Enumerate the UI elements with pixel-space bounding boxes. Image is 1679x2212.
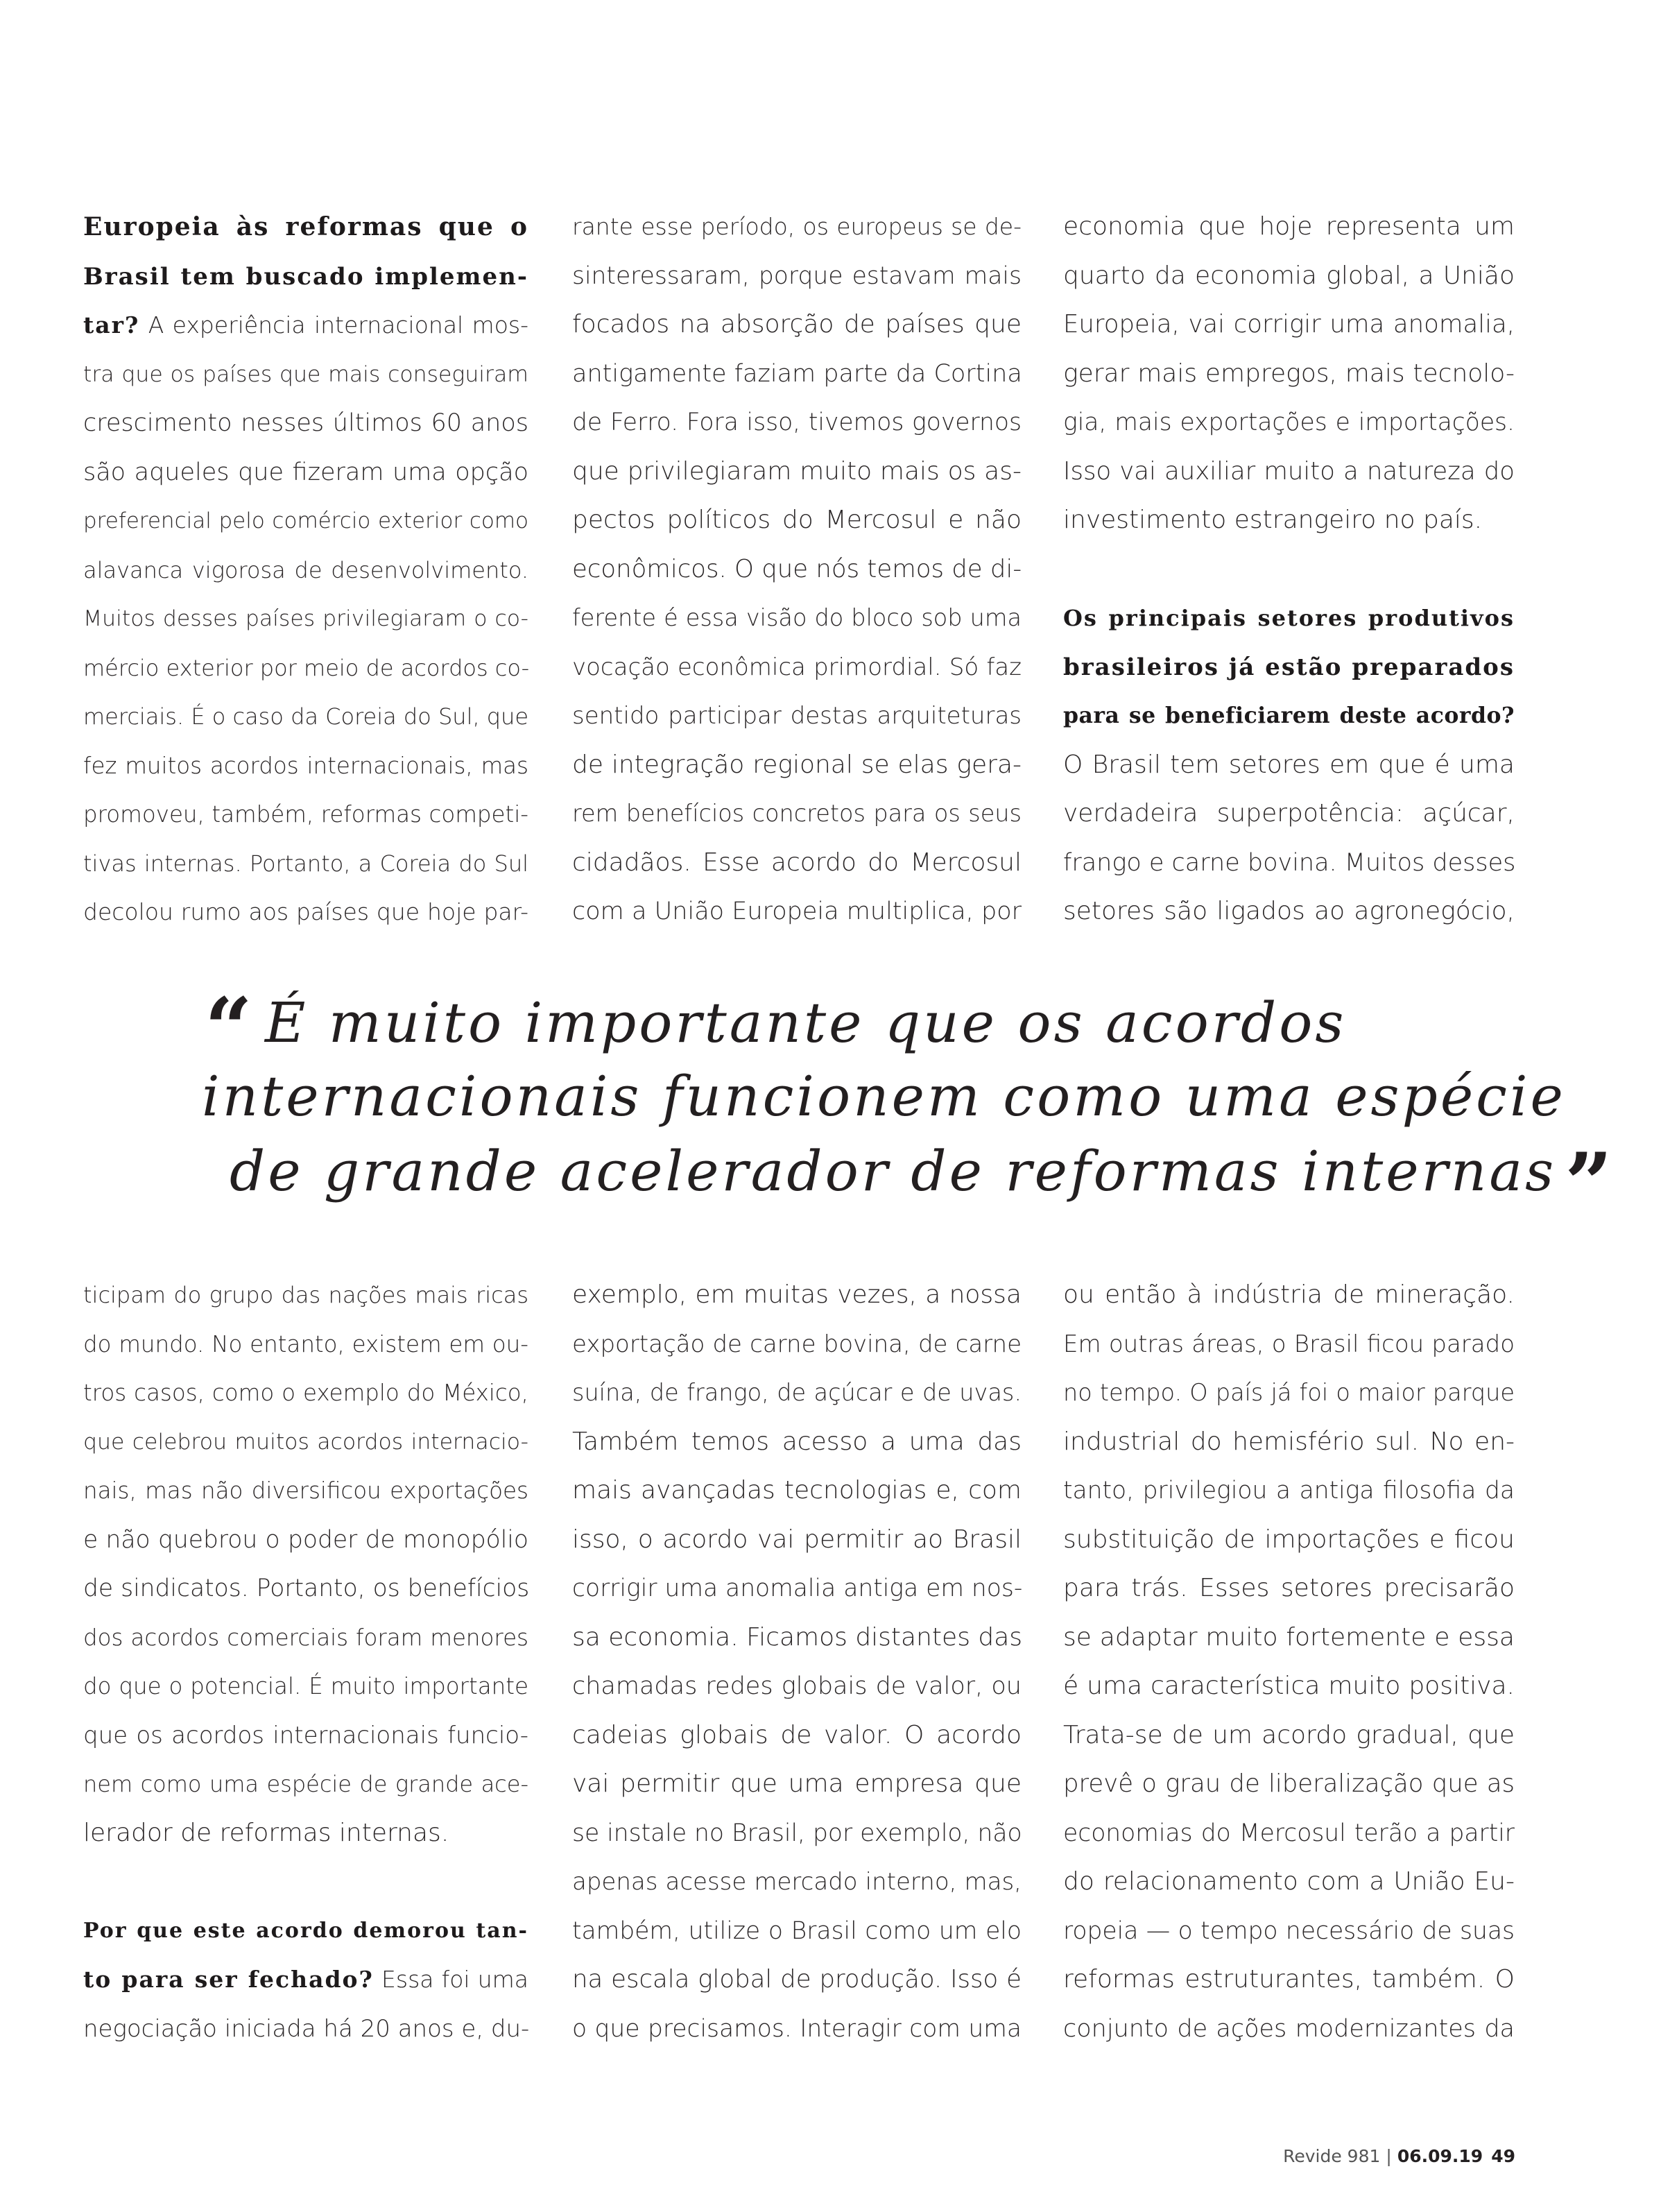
text-line	[83, 594, 528, 644]
text-line	[572, 1369, 1022, 1418]
page-number: 49	[1491, 2146, 1515, 2166]
answer-text: Também temos acesso a uma das	[572, 1427, 1022, 1456]
text-line	[572, 643, 1022, 692]
pull-quote-line-2: internacionais funcionem como uma espécie	[202, 1064, 1566, 1129]
text-line	[83, 888, 528, 937]
question-line	[83, 1907, 528, 1956]
text-line	[1063, 447, 1515, 497]
text-line	[83, 497, 528, 546]
answer-text: cidadãos. Esse acordo do Mercosul	[572, 848, 1022, 877]
text-line	[572, 1320, 1022, 1369]
text-line	[83, 790, 528, 839]
answer-text: rem benefícios concretos para os seus	[572, 800, 1022, 827]
text-line	[83, 644, 528, 693]
answer-text: dos acordos comerciais foram menores	[83, 1624, 528, 1651]
answer-text: de Ferro. Fora isso, tivemos governos	[572, 409, 1022, 436]
text-line	[572, 1418, 1022, 1467]
text-line	[1063, 1907, 1515, 1956]
issue-date: 06.09.19	[1397, 2146, 1483, 2166]
answer-text: rante esse período, os europeus se de-	[572, 213, 1022, 240]
answer-text: isso, o acordo vai permitir ao Brasil	[572, 1525, 1022, 1554]
text-line	[572, 1613, 1022, 1663]
text-line	[83, 1271, 528, 1320]
answer-text: focados na absorção de países que	[572, 310, 1022, 338]
text-line	[83, 350, 528, 400]
answer-text: O Brasil tem setores em que é uma	[1063, 750, 1515, 779]
close-quote-mark: ”	[1565, 1135, 1613, 1233]
text-line	[572, 398, 1022, 447]
answer-text: reformas estruturantes, também. O	[1063, 1965, 1515, 1994]
text-line	[1063, 398, 1515, 447]
answer-text: verdadeira superpotência: açúcar,	[1063, 799, 1515, 828]
pull-quote-text-3: de grande acelerador de reformas internas	[230, 1139, 1557, 1203]
text-line	[83, 1662, 528, 1711]
answer-text: substituição de importações e ficou	[1063, 1525, 1515, 1554]
article-column-2-top	[572, 203, 1022, 936]
text-line	[572, 252, 1022, 301]
text-line	[572, 1466, 1022, 1516]
answer-text: sinteressaram, porque estavam mais	[572, 262, 1022, 290]
answer-text: decolou rumo aos países que hoje par-	[83, 898, 528, 925]
text-line	[83, 546, 528, 595]
answer-text: merciais. É o caso da Coreia do Sul, que	[83, 703, 529, 730]
answer-text: Trata-se de um acordo gradual, que	[1063, 1720, 1515, 1749]
answer-text: também, utilize o Brasil como um elo	[572, 1917, 1022, 1945]
text-line	[1063, 203, 1515, 252]
answer-text: A experiência internacional mos-	[139, 311, 528, 338]
text-line	[1063, 1466, 1515, 1516]
text-line	[1063, 1809, 1515, 1858]
answer-text: é uma característica muito positiva.	[1063, 1672, 1515, 1700]
magazine-issue: Revide 981	[1283, 2146, 1381, 2166]
text-line	[572, 692, 1022, 741]
text-line	[83, 1711, 528, 1760]
answer-text: suína, de frango, de açúcar e de uvas.	[572, 1379, 1022, 1406]
answer-text: Europeia, vai corrigir uma anomalia,	[1063, 310, 1515, 338]
page-footer	[1283, 2146, 1515, 2166]
text-line	[572, 1516, 1022, 1565]
article-column-3-bottom	[1063, 1271, 1515, 2053]
text-line	[83, 1760, 528, 1809]
answer-text: vocação econômica primordial. Só faz	[572, 653, 1022, 681]
text-line	[1063, 741, 1515, 790]
text-line	[572, 1809, 1022, 1858]
question-line	[1063, 594, 1515, 643]
answer-text: de sindicatos. Portanto, os benefícios	[83, 1575, 530, 1602]
answer-text: econômicos. O que nós temos de di-	[572, 554, 1022, 583]
answer-text: fez muitos acordos internacionais, mas	[83, 752, 528, 779]
answer-text: são aqueles que fizeram uma opção	[83, 458, 528, 486]
answer-text: nais, mas não diversificou exportações	[83, 1477, 528, 1504]
text-line	[1063, 1369, 1515, 1418]
answer-text: economia que hoje representa um	[1063, 212, 1515, 241]
answer-text: exemplo, em muitas vezes, a nossa	[572, 1280, 1022, 1309]
interview-question: para se beneficiarem deste acordo?	[1063, 703, 1515, 728]
text-line	[572, 1271, 1022, 1320]
answer-text: com a União Europeia multiplica, por	[572, 898, 1022, 925]
question-line	[83, 301, 528, 350]
text-line	[1063, 839, 1515, 888]
answer-text: do que o potencial. É muito importante	[83, 1673, 528, 1699]
text-line	[83, 692, 528, 741]
answer-text: tra que os países que mais conseguiram	[83, 361, 528, 387]
interview-question: Os principais setores produtivos	[1063, 605, 1515, 631]
answer-text: gia, mais exportações e importações.	[1063, 409, 1515, 436]
text-line	[83, 839, 528, 889]
answer-text: ou então à indústria de mineração.	[1063, 1280, 1515, 1309]
text-line	[572, 496, 1022, 545]
pull-quote-line-1	[205, 979, 1453, 1077]
answer-text: pectos políticos do Mercosul e não	[572, 506, 1022, 534]
answer-text: de integração regional se elas gera-	[572, 750, 1022, 779]
article-column-3-top	[1063, 203, 1515, 936]
answer-text: gerar mais empregos, mais tecnolo-	[1063, 359, 1515, 388]
answer-text: que os acordos internacionais funcio-	[83, 1721, 528, 1749]
paragraph-gap	[1063, 545, 1515, 594]
question-line	[83, 1955, 528, 2005]
text-line	[83, 1564, 528, 1613]
answer-text: industrial do hemisfério sul. No en-	[1063, 1427, 1515, 1456]
text-line	[572, 789, 1022, 839]
answer-text: do mundo. No entanto, existem em ou-	[83, 1330, 528, 1357]
text-line	[572, 545, 1022, 594]
text-line	[1063, 1955, 1515, 2005]
text-line	[572, 1760, 1022, 1809]
text-line	[1063, 496, 1515, 545]
answer-text: tros casos, como o exemplo do México,	[83, 1380, 528, 1406]
answer-text: no tempo. O país já foi o maior parque	[1063, 1379, 1515, 1406]
answer-text: mais avançadas tecnologias e, com	[572, 1476, 1022, 1504]
answer-text: exportação de carne bovina, de carne	[572, 1330, 1022, 1358]
answer-text: setores são ligados ao agronegócio,	[1063, 897, 1515, 925]
answer-text: promoveu, também, reformas competi-	[83, 801, 528, 828]
answer-text: economias do Mercosul terão a partir	[1063, 1819, 1515, 1847]
article-column-1-bottom	[83, 1271, 528, 2053]
text-line	[1063, 252, 1515, 301]
answer-text: na escala global de produção. Isso é	[572, 1965, 1022, 1994]
text-line	[83, 1613, 528, 1663]
interview-question: Europeia às reformas que o	[83, 212, 528, 241]
question-line	[83, 203, 528, 252]
answer-text: ropeia — o tempo necessário de suas	[1063, 1917, 1515, 1945]
answer-text: Isso vai auxiliar muito a natureza do	[1063, 456, 1515, 486]
answer-text: antigamente faziam parte da Cortina	[572, 359, 1022, 388]
answer-text: se instale no Brasil, por exemplo, não	[572, 1819, 1022, 1847]
answer-text: mércio exterior por meio de acordos co-	[83, 654, 530, 681]
answer-text: ferente é essa visão do bloco sob uma	[572, 604, 1022, 631]
interview-question: Por que este acordo demorou tan-	[83, 1918, 528, 1943]
paragraph-gap	[83, 1858, 528, 1907]
text-line	[572, 447, 1022, 497]
text-line	[83, 1369, 528, 1418]
pull-quote-text-1: É muito importante que os acordos	[265, 991, 1347, 1055]
text-line	[83, 2005, 528, 2054]
answer-text: do relacionamento com a União Eu-	[1063, 1867, 1515, 1896]
answer-text: Muitos desses países privilegiaram o co-	[83, 606, 528, 631]
text-line	[1063, 300, 1515, 350]
text-line	[572, 2005, 1022, 2054]
answer-text: negociação iniciada há 20 anos e, du-	[83, 2014, 530, 2043]
text-line	[572, 594, 1022, 643]
text-line	[572, 1564, 1022, 1613]
answer-text: conjunto de ações modernizantes da	[1063, 2014, 1515, 2043]
interview-question: tar?	[83, 311, 140, 338]
answer-text: investimento estrangeiro no país.	[1063, 506, 1483, 534]
question-line	[1063, 643, 1515, 692]
text-line	[83, 741, 528, 791]
answer-text: lerador de reformas internas.	[83, 1818, 449, 1847]
text-line	[572, 203, 1022, 252]
text-line	[83, 1466, 528, 1516]
text-line	[83, 1809, 528, 1858]
text-line	[1063, 789, 1515, 839]
answer-text: que celebrou muitos acordos internacio-	[83, 1429, 528, 1455]
answer-text: alavanca vigorosa de desenvolvimento.	[83, 556, 528, 583]
text-line	[572, 350, 1022, 399]
text-line	[1063, 1418, 1515, 1467]
text-line	[1063, 2005, 1515, 2054]
text-line	[1063, 1613, 1515, 1663]
answer-text: apenas acesse mercado interno, mas,	[572, 1868, 1022, 1896]
article-column-1-top	[83, 203, 528, 937]
text-line	[1063, 1662, 1515, 1711]
pull-quote	[202, 979, 1613, 1233]
text-line	[1063, 1760, 1515, 1809]
footer-separator: |	[1386, 2146, 1392, 2166]
text-line	[572, 1662, 1022, 1711]
text-line	[1063, 1271, 1515, 1320]
text-line	[572, 741, 1022, 790]
answer-text: vai permitir que uma empresa que	[572, 1769, 1022, 1798]
text-line	[83, 399, 528, 448]
text-line	[1063, 1858, 1515, 1907]
answer-text: frango e carne bovina. Muitos desses	[1063, 848, 1516, 877]
answer-text: se adaptar muito fortemente e essa	[1063, 1622, 1515, 1652]
text-line	[83, 1320, 528, 1369]
answer-text: para trás. Esses setores precisarão	[1063, 1574, 1515, 1602]
text-line	[83, 448, 528, 497]
answer-text: nem como uma espécie de grande ace-	[83, 1771, 528, 1797]
text-line	[1063, 1564, 1515, 1613]
answer-text: que privilegiaram muito mais os as-	[572, 456, 1022, 486]
question-line	[83, 252, 528, 302]
text-line	[1063, 1711, 1515, 1760]
answer-text: ticipam do grupo das nações mais ricas	[83, 1282, 528, 1308]
answer-text: chamadas redes globais de valor, ou	[572, 1672, 1022, 1700]
answer-text: o que precisamos. Interagir com uma	[572, 2014, 1022, 2043]
answer-text: corrigir uma anomalia antiga em nos-	[572, 1575, 1023, 1602]
answer-text: prevê o grau de liberalização que as	[1063, 1769, 1515, 1798]
text-line	[1063, 1516, 1515, 1565]
text-line	[572, 1858, 1022, 1907]
text-line	[572, 1955, 1022, 2005]
answer-text: cadeias globais de valor. O acordo	[572, 1720, 1022, 1749]
text-line	[1063, 887, 1515, 936]
question-line	[1063, 692, 1515, 741]
answer-text: sa economia. Ficamos distantes das	[572, 1622, 1023, 1652]
answer-text: Essa foi uma	[373, 1966, 528, 1993]
text-line	[1063, 350, 1515, 399]
text-line	[83, 1516, 528, 1565]
answer-text: Em outras áreas, o Brasil ficou parado	[1063, 1330, 1515, 1358]
text-line	[572, 1907, 1022, 1956]
interview-question: to para ser fechado?	[83, 1966, 374, 1993]
answer-text: crescimento nesses últimos 60 anos	[83, 409, 528, 437]
answer-text: tivas internas. Portanto, a Coreia do Sul	[83, 850, 528, 877]
answer-text: sentido participar destas arquiteturas	[572, 702, 1022, 730]
text-line	[83, 1418, 528, 1467]
article-column-2-bottom	[572, 1271, 1022, 2053]
answer-text: tanto, privilegiou a antiga filosofia da	[1063, 1477, 1515, 1504]
answer-text: preferencial pelo comércio exterior como	[83, 508, 528, 533]
text-line	[572, 300, 1022, 350]
answer-text: e não quebrou o poder de monopólio	[83, 1525, 528, 1554]
text-line	[572, 839, 1022, 888]
answer-text: quarto da economia global, a União	[1063, 261, 1515, 290]
interview-question: brasileiros já estão preparados	[1063, 653, 1515, 681]
interview-question: Brasil tem buscado implemen-	[83, 262, 528, 291]
text-line	[572, 1711, 1022, 1760]
text-line	[572, 887, 1022, 936]
text-line	[1063, 1320, 1515, 1369]
pull-quote-line-3	[230, 1133, 1613, 1233]
open-quote-mark: “	[205, 979, 253, 1077]
